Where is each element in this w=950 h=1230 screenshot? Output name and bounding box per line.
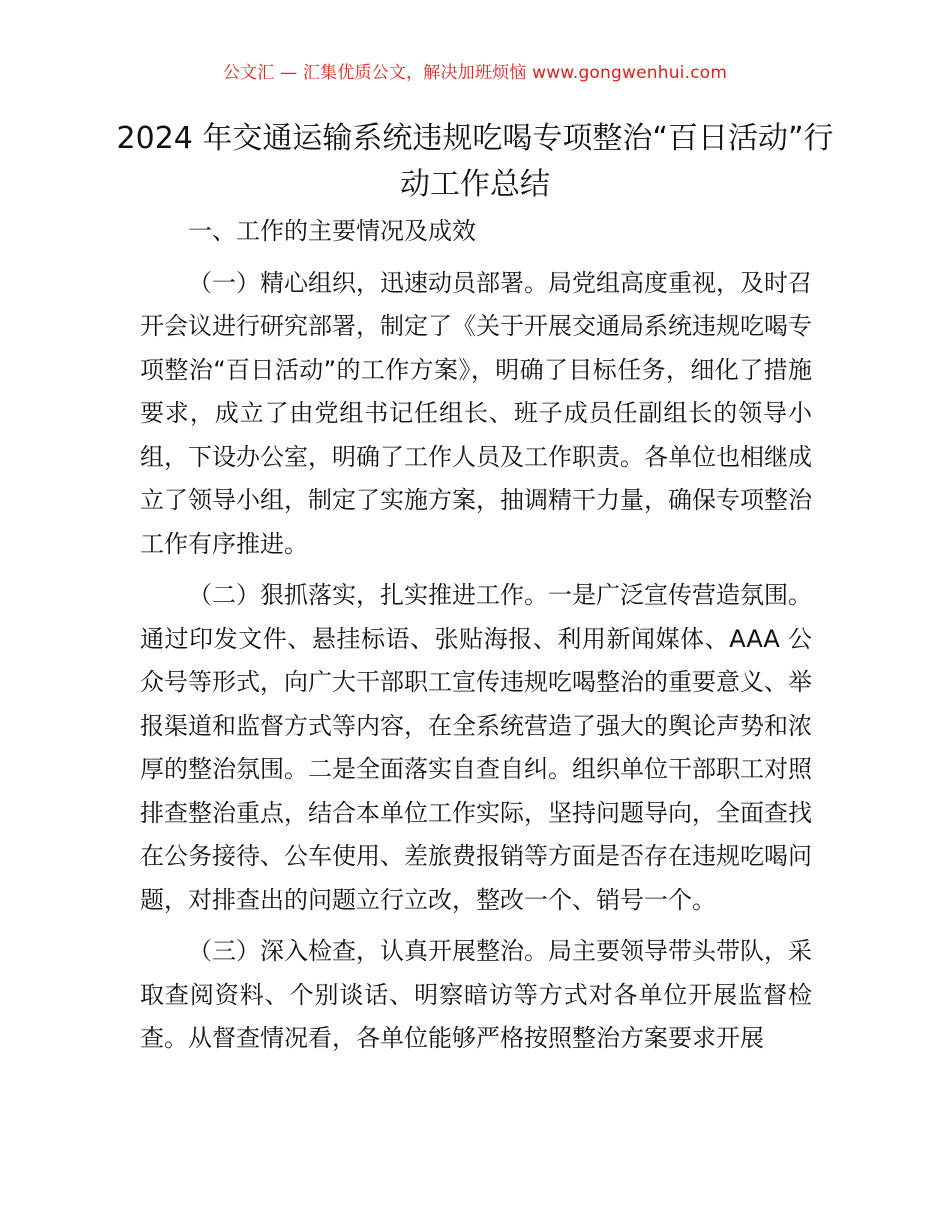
document-body [140, 210, 812, 1069]
document-title: 2024 年交通运输系统违规吃喝专项整治“百日活动”行动工作总结 [116, 121, 834, 202]
paragraph-1: （一）精心组织，迅速动员部署。局党组高度重视，及时召开会议进行研究部署，制定了《关于开展交通局系统违规吃喝专项整治“百日活动”的工作方案》，明确了目标任务，细化了措施要求，成立了由党组书记任组长、班子成员任副组长的领导小组，下设办公室，明确了工作人员及工作职责。各单位也相继成立了领导小组，制定了实施方案，抽调精干力量，确保专项整治工作有序推进。 [140, 268, 812, 558]
paragraph-2: （二）狠抓落实，扎实推进工作。一是广泛宣传营造氛围。通过印发文件、悬挂标语、张贴海报、利用新闻媒体、AAA 公众号等形式，向广大干部职工宣传违规吃喝整治的重要意义、举报渠道和监督方式等内容，在全系统营造了强大的舆论声势和浓厚的整治氛围。二是全面落实自查自纠。组织单位干部职工对照排查整治重点，结合本单位工作实际，坚持问题导向，全面查找在公务接待、公车使用、差旅费报销等方面是否存在违规吃喝问题，对排查出的问题立行立改，整改一个、销号一个。 [140, 581, 812, 914]
header-banner: 公文汇 — 汇集优质公文，解决加班烦恼 www.gongwenhui.com [222, 63, 728, 83]
paragraph-3: （三）深入检查，认真开展整治。局主要领导带头带队，采取查阅资料、个别谈话、明察暗访等方式对各单位开展监督检查。从督查情况看，各单位能够严格按照整治方案要求开展 [140, 937, 812, 1052]
section-heading: 一、工作的主要情况及成效 [188, 217, 476, 245]
